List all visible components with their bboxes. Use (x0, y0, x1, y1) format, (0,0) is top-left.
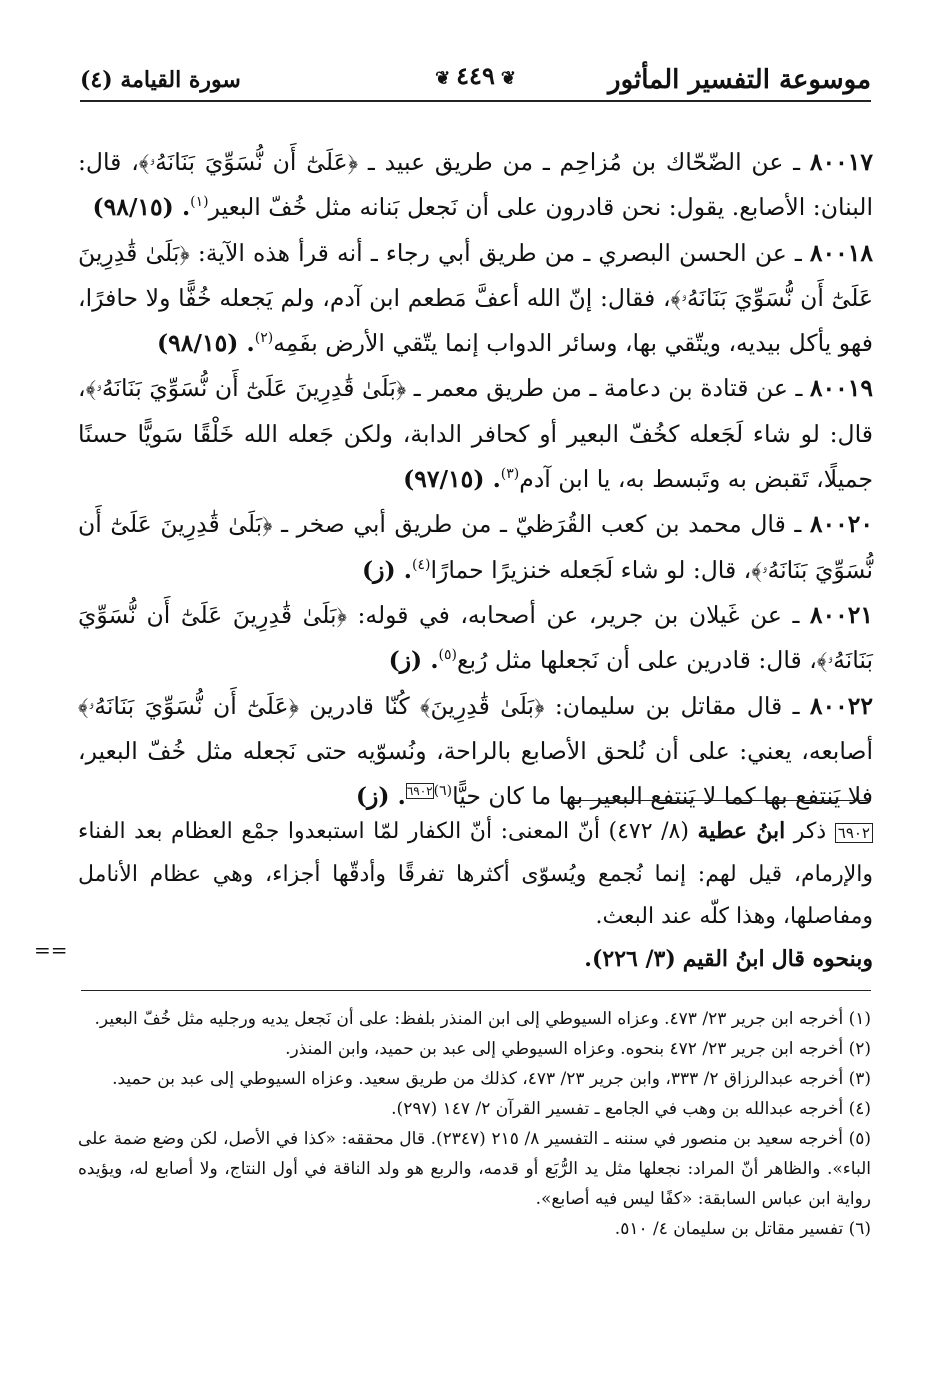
footnote: (٥) أخرجه سعيد بن منصور في سننه ـ التفسير ٨/ ٢١٥ (٢٣٤٧). قال محققه: «كذا في الأصل، لكن وضع ضمة على الباء». والظاهر أنّ المراد: نجعلها مثل يد الرُّبَع أو قدمه، والربع هو ولد الناقة في أول النتاج، ولا أصابع له، ويؤيده رواية ابن عباس السابقة: «كفًا ليس فيه أصابع». (78, 1129, 871, 1209)
entry-80019 (78, 366, 873, 502)
entry-80020 (78, 502, 873, 593)
entry-reference: . (٩٨/١٥) (157, 329, 255, 358)
commentary-text: ذكر (793, 819, 827, 844)
commentary-tag-marker[interactable]: ٦٩٠٢ (406, 784, 433, 799)
footnote-marker[interactable]: (٢) (254, 330, 274, 347)
entry-text: ـ عن الحسن البصري ـ من طريق أبي رجاء ـ أنه قرأ هذه الآية: ﴿بَلَىٰ قَٰدِرِينَ عَلَىٰٓ أَن نُّسَوِّيَ بَنَانَهُۥ﴾، فقال: إنّ الله أعفَّ مَطعم ابن آدم، ولم يَجعله خُفًّا ولا حافرًا، فهو يأكل بيديه، ويتّقي بها، وسائر الدواب إنما يتّقي الأرض بفَمِه (78, 238, 873, 358)
entry-reference: . (٩٧/١٥) (403, 465, 501, 494)
footnote-marker[interactable]: (٥) (438, 647, 458, 664)
entry-number: ٨٠٠٢٢ (809, 691, 873, 720)
entry-text: ـ عن قتادة بن دعامة ـ من طريق معمر ـ ﴿بَلَىٰ قَٰدِرِينَ عَلَىٰٓ أَن نُّسَوِّيَ بَنَانَهُۥ﴾، قال: لو شاء لَجَعله كخُفّ البعير أو كحافر الدابة، ولكن جَعله الله خَلْقًا سَويًّا حسنًا جميلًا، تَقبض به وتَبسط به، يا ابن آدم (78, 374, 873, 494)
commentary-author: ابنُ عطية (697, 818, 786, 844)
commentary-text: (٨/ ٤٧٢) أنّ المعنى: أنّ الكفار لمّا استبعدوا جمْع العظام بعد الفناء والإرمام، قيل لهم: إنما نُجمع ويُسوّى أكثرها تفرقًا وأدقّها أجزاء، وهي عظام الأنامل ومفاصلها، وهذا كلّه عند البعث. (78, 819, 873, 929)
book-title: موسوعة التفسير المأثور (608, 65, 871, 95)
entry-text: ـ عن غَيلان بن جرير، عن أصحابه، في قوله: ﴿بَلَىٰ قَٰدِرِينَ عَلَىٰٓ أَن نُّسَوِّيَ بَنَانَهُۥ﴾، قال: قادرين على أن نَجعلها مثل رُبع (78, 600, 873, 675)
ornament-icon: ❦ (435, 68, 451, 89)
entry-text: ـ قال محمد بن كعب القُرَظيّ ـ من طريق أبي صخر ـ ﴿بَلَىٰ قَٰدِرِينَ عَلَىٰٓ أَن نُّسَوِّيَ بَنَانَهُۥ﴾، قال: لو شاء لَجَعله خنزيرًا حمارًا (78, 510, 873, 584)
footnote: (٦) تفسير مقاتل بن سليمان ٤/ ٥١٠. (614, 1219, 871, 1239)
ornament-icon: ❦ (500, 68, 516, 89)
entry-number: ٨٠٠١٨ (809, 238, 873, 267)
commentary-separator (571, 800, 871, 801)
entry-text: ـ عن الضّحّاك بن مُزاحِم ـ من طريق عبيد ـ ﴿عَلَىٰٓ أَن نُّسَوِّيَ بَنَانَهُۥ﴾، قال: البنان: الأصابع. يقول: نحن قادرون على أن نَجعل بَنانه مثل خُفّ البعير (78, 148, 873, 222)
commentary-tag: ٦٩٠٢ (835, 823, 873, 843)
footnote: (٤) أخرجه عبدالله بن وهب في الجامع ـ تفسير القرآن ٢/ ١٤٧ (٢٩٧). (391, 1099, 871, 1119)
page-number-text: ٤٤٩ (456, 61, 495, 90)
entry-number: ٨٠٠٢٠ (809, 510, 873, 539)
footnote: (١) أخرجه ابن جرير ٢٣/ ٤٧٣. وعزاه السيوطي إلى ابن المنذر بلفظ: على أن نَجعل يديه ورجليه مثل خُفّ البعير. (94, 1009, 871, 1029)
footnote-marker[interactable]: (٦) (433, 783, 453, 800)
entry-number: ٨٠٠١٧ (809, 148, 873, 176)
entry-80017 (78, 140, 873, 231)
entries-body (78, 140, 873, 819)
entry-number: ٨٠٠١٩ (809, 374, 873, 403)
footnote-marker[interactable]: (٣) (500, 466, 520, 483)
entry-text: ـ قال مقاتل بن سليمان: ﴿بَلَىٰ قَٰدِرِينَ﴾ كُنّا قادرين ﴿عَلَىٰٓ أَن نُّسَوِّيَ بَنَانَهُۥ﴾ أصابعه، يعني: على أن نُلحق الأصابع بالراحة، ونُسوّيه حتى نَجعله مثل خُفّ البعير، فلا يَنتفع بها كما لا يَنتفع البعير بها ما كان حيًّا (78, 691, 873, 811)
entry-reference: . (ز) (388, 646, 439, 675)
commentary-text: وبنحوه قال (771, 946, 873, 972)
footnote-marker[interactable]: (١) (190, 194, 209, 211)
commentary-block (78, 810, 873, 981)
entry-80021 (78, 593, 873, 684)
page-header (80, 60, 871, 104)
footnote-marker[interactable]: (٤) (411, 556, 431, 573)
commentary-text: (٣/ ٢٢٦). (584, 946, 676, 972)
commentary-author: ابنُ القيم (682, 946, 765, 972)
header-rule (80, 100, 871, 102)
entry-80018 (78, 231, 873, 367)
continuation-mark: == (34, 938, 68, 962)
footnote: (٢) أخرجه ابن جرير ٢٣/ ٤٧٢ بنحوه. وعزاه السيوطي إلى عبد بن حميد، وابن المنذر. (285, 1039, 871, 1059)
footnote: (٣) أخرجه عبدالرزاق ٢/ ٣٣٣، وابن جرير ٢٣/ ٤٧٣، كذلك من طريق سعيد. وعزاه السيوطي إلى عبد بن حميد. (112, 1069, 871, 1089)
entry-reference: . (ز) (362, 555, 412, 584)
surah-title: سورة القيامة (٤) (80, 67, 241, 93)
footnotes (78, 1004, 871, 1244)
entry-reference: . (٩٨/١٥) (92, 193, 191, 222)
footnotes-separator (81, 990, 871, 991)
page-number (429, 56, 522, 99)
entry-number: ٨٠٠٢١ (809, 600, 873, 629)
entry-reference: . (ز) (355, 782, 406, 811)
